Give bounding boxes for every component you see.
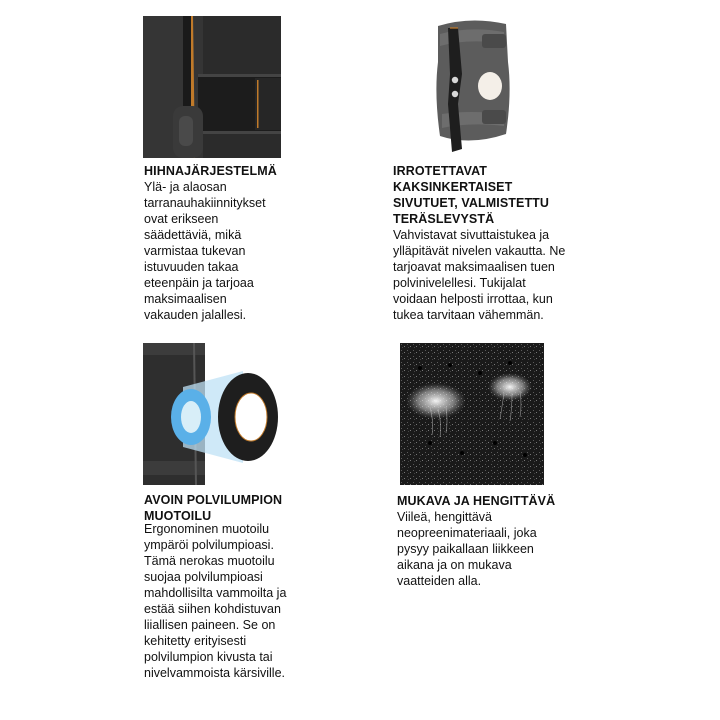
feature-title-comfort-breathable: MUKAVA JA HENGITTÄVÄ bbox=[397, 494, 556, 508]
open-patella-image bbox=[143, 343, 283, 485]
side-stabilizer-brace-image bbox=[420, 14, 526, 157]
strap-system-image bbox=[143, 16, 287, 158]
feature-body-strap-system: Ylä- ja alaosan tarranauhakiinnitykset ovat erikseen säädettäviä, mikä varmistaa tukevan istuvuuden takaa eteenpäin ja tarjoaa maksimaalisen vakauden jalallesi. bbox=[144, 180, 266, 322]
feature-title-strap-system: HIHNAJÄRJESTELMÄ bbox=[144, 164, 277, 178]
feature-body-side-stabilizers: Vahvistavat sivuttaistukea ja ylläpitävät nivelen vakautta. Ne tarjoavat maksimaalisen tuen polvinivelellesi. Tukijalat voidaan helposti irrottaa, kun tukea tarvitaan vähemmän. bbox=[393, 228, 566, 322]
feature-title-side-stabilizers: IRROTETTAVAT KAKSINKERTAISET SIVUTUET, VALMISTETTU TERÄSLEVYSTÄ bbox=[393, 164, 550, 226]
breathable-fabric-image bbox=[400, 343, 544, 485]
feature-title-open-patella: AVOIN POLVILUMPION MUOTOILU bbox=[144, 493, 283, 523]
feature-body-open-patella: Ergonominen muotoilu ympäröi polvilumpioasi. Tämä nerokas muotoilu suojaa polvilumpioasi mahdollisilta vammoilta ja estää siihen kohdistuvan liiallisen paineen. Se on kehitetty erityisesti polvilumpion kivusta tai nivelvammoista kärsiville. bbox=[144, 522, 287, 680]
feature-body-comfort-breathable: Viileä, hengittävä neopreenimateriaali, joka pysyy paikallaan liikkeen aikana ja on mukava vaatteiden alla. bbox=[397, 510, 537, 588]
